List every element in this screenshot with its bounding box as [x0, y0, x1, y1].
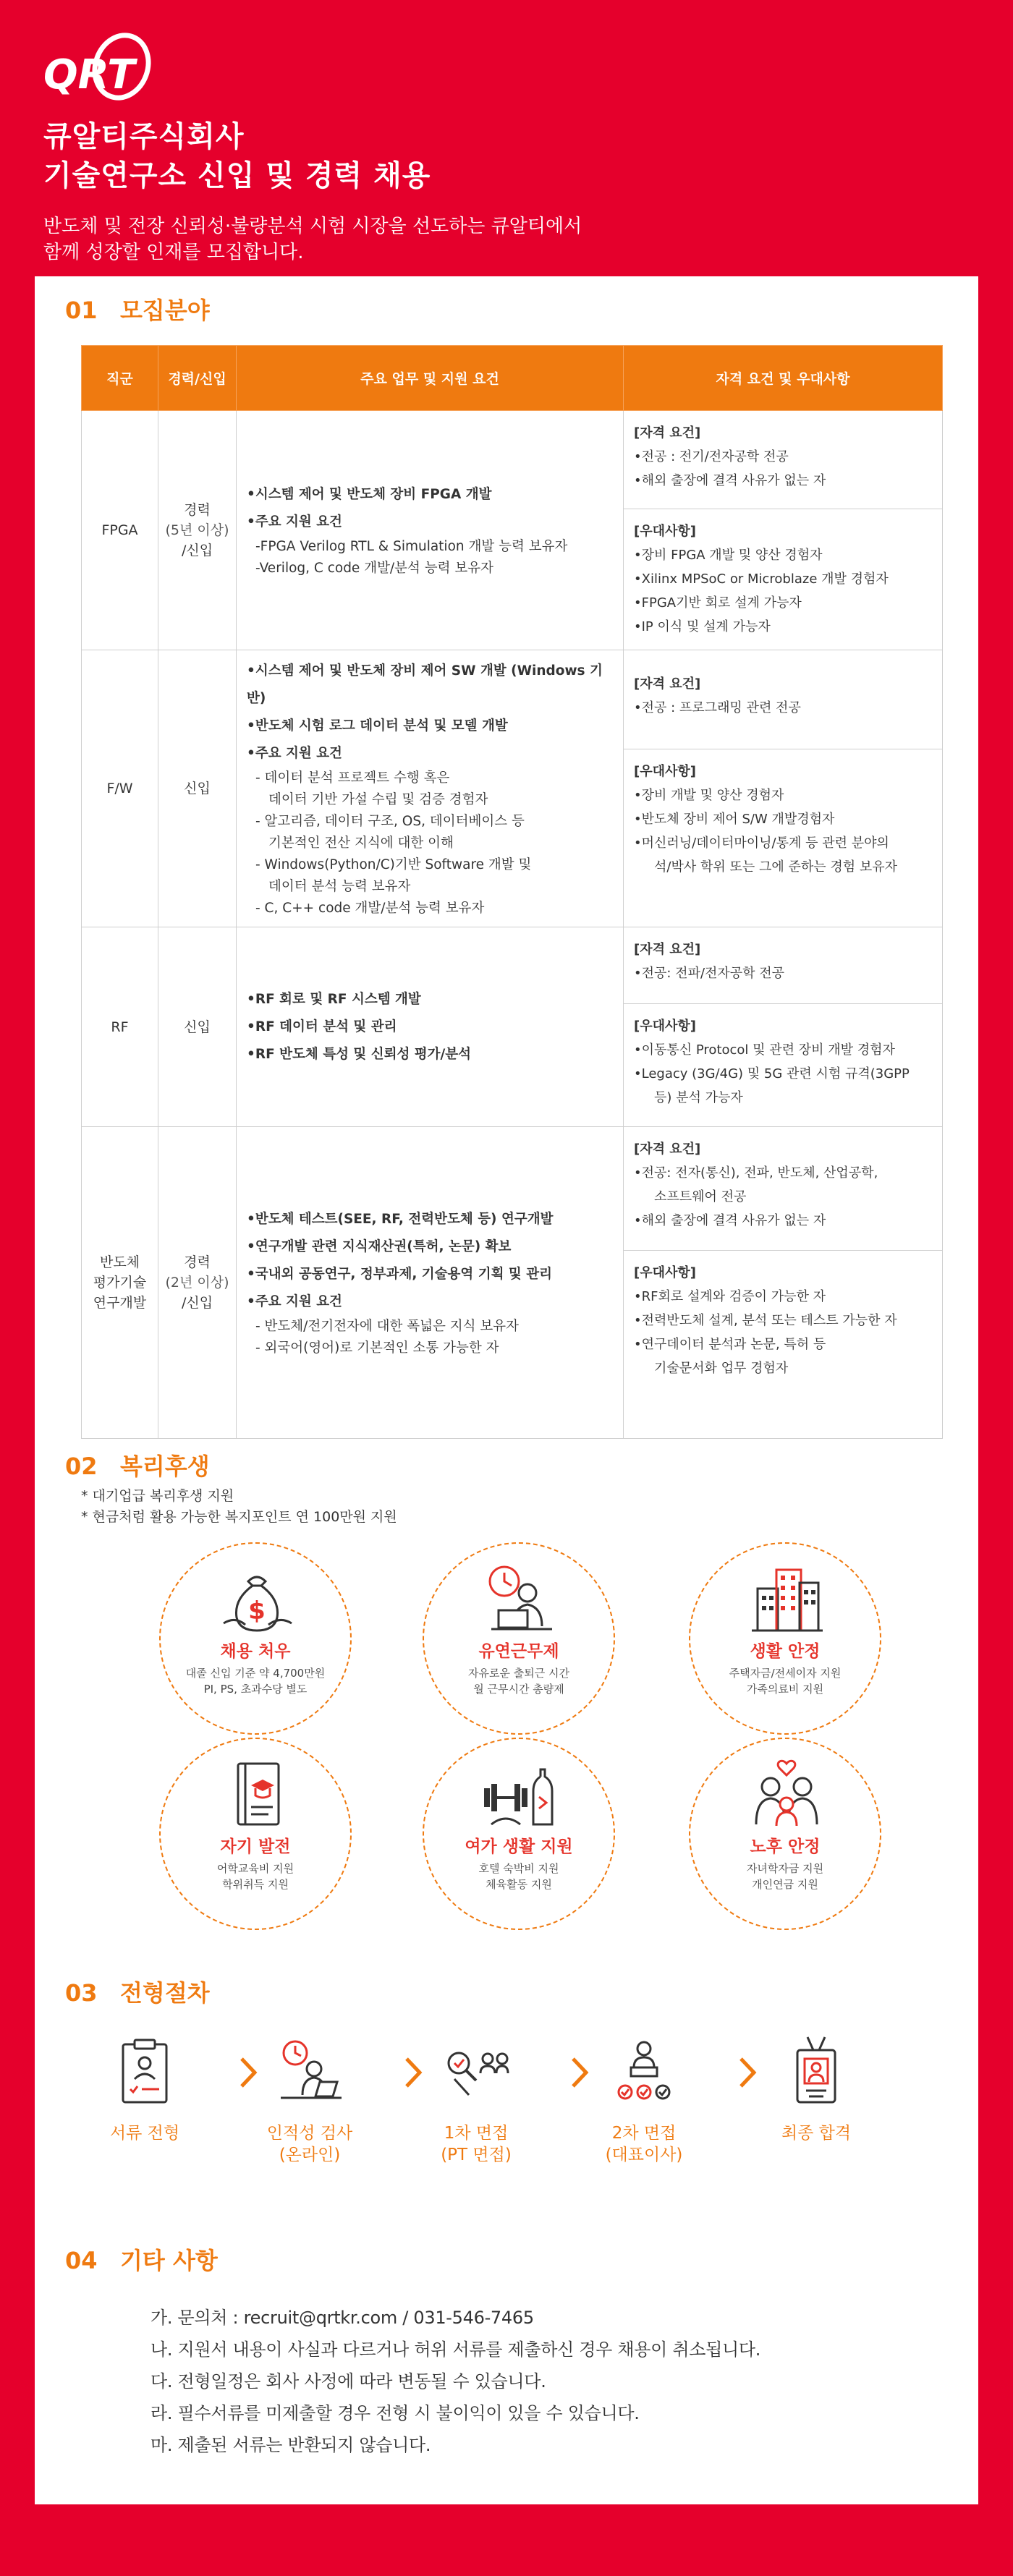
- requirements-block: [624, 662, 942, 749]
- career-line: 신입: [184, 781, 211, 796]
- duty-line: - 외국어(영어)로 기본적인 소통 가능한 자: [255, 1340, 499, 1356]
- process-step-label-line: 인적성 검사: [266, 2124, 353, 2143]
- process-step-label: [575, 2122, 713, 2166]
- career-line: 경력: [184, 1254, 211, 1270]
- career-cell: [158, 927, 237, 1127]
- benefit-desc-line: 대졸 신입 기준 약 4,700만원: [185, 1667, 326, 1680]
- duty-line: 기본적인 전산 지식에 대한 이해: [268, 836, 454, 851]
- benefit-desc-line: 주택자금/전세이자 지원: [729, 1667, 842, 1680]
- family-icon: [743, 1755, 830, 1831]
- book-icon: [213, 1755, 300, 1831]
- benefit-note: * 대기업급 복리후생 지원: [81, 1488, 234, 1504]
- benefit-item: [159, 1542, 352, 1735]
- title-line-1: 큐알티주식회사: [43, 120, 245, 153]
- benefit-desc: [161, 1861, 350, 1892]
- clipboard-icon: [109, 2034, 181, 2107]
- id-badge-icon: [780, 2034, 852, 2107]
- benefit-item: [159, 1738, 352, 1930]
- qualification-heading: [우대사항]: [634, 1265, 697, 1280]
- duty-line: - Windows(Python/C)기반 Software 개발 및: [255, 857, 532, 872]
- qualification-line: •전공 : 전기/전자공학 전공: [634, 449, 789, 464]
- requirements-block: [624, 1127, 942, 1250]
- process-step: [76, 2034, 213, 2144]
- qualification-line: •Legacy (3G/4G) 및 5G 관련 시험 규격(3GPP: [634, 1066, 910, 1081]
- benefit-item: [423, 1738, 615, 1930]
- qualifications-cell: [624, 411, 943, 650]
- misc-item: 마. 제출된 서류는 반환되지 않습니다.: [151, 2435, 431, 2455]
- page-title: [43, 117, 431, 195]
- header: [0, 0, 1013, 282]
- process-step: [407, 2034, 545, 2166]
- svg-text:$: $: [248, 1597, 266, 1625]
- misc-item: 나. 지원서 내용이 사실과 다르거나 허위 서류를 제출하신 경우 채용이 취소됩니다.: [151, 2339, 761, 2360]
- process-step-label-line: (온라인): [279, 2146, 341, 2164]
- misc-item: 라. 필수서류를 미제출할 경우 전형 시 불이익이 있을 수 있습니다.: [151, 2403, 640, 2423]
- benefit-desc-line: 자유로운 출퇴근 시간: [468, 1667, 569, 1680]
- job-cell: F/W: [82, 650, 158, 927]
- career-cell: [158, 1127, 237, 1439]
- duties-cell: [237, 411, 624, 650]
- qualification-line: 등) 분석 가능자: [654, 1090, 743, 1105]
- career-line: (2년 이상): [165, 1275, 229, 1291]
- benefit-title: 생활 안정: [750, 1642, 821, 1661]
- benefit-desc-line: PI, PS, 초과수당 별도: [203, 1683, 308, 1696]
- duty-line: •시스템 제어 및 반도체 장비 FPGA 개발: [247, 487, 492, 502]
- section-title: 모집분야: [120, 297, 210, 324]
- duty-line: 데이터 분석 능력 보유자: [268, 879, 411, 894]
- section-recruit-fields-heading: [65, 292, 210, 326]
- qualification-line: •전공 : 프로그래밍 관련 전공: [634, 700, 801, 715]
- subtitle-line-2: 함께 성장할 인재를 모집합니다.: [43, 242, 304, 263]
- preferences-block: [624, 1003, 942, 1126]
- qualification-line: •연구데이터 분석과 논문, 특허 등: [634, 1337, 826, 1352]
- qualifications-cell: [624, 1127, 943, 1439]
- process-step-label-line: (대표이사): [605, 2146, 683, 2164]
- benefit-desc-line: 체육활동 지원: [486, 1878, 552, 1891]
- benefit-desc-line: 월 근무시간 총량제: [473, 1683, 564, 1696]
- duty-line: •주요 지원 요건: [247, 1294, 342, 1309]
- jobs-table: [81, 345, 943, 1439]
- buildings-icon: [743, 1560, 830, 1636]
- content-panel: [35, 276, 978, 2504]
- section-process-heading: [65, 1975, 210, 2008]
- col-header-duties: 주요 업무 및 지원 요건: [237, 346, 624, 411]
- benefit-item: [689, 1738, 881, 1930]
- benefit-item: [689, 1542, 881, 1735]
- process-step-label-line: (PT 면접): [441, 2146, 512, 2164]
- qualification-heading: [우대사항]: [634, 1019, 697, 1034]
- qualification-heading: [우대사항]: [634, 524, 697, 539]
- qualification-line: •해외 출장에 결격 사유가 없는 자: [634, 1213, 826, 1228]
- qualification-line: •해외 출장에 결격 사유가 없는 자: [634, 473, 826, 488]
- benefit-title: 유연근무제: [478, 1642, 559, 1661]
- qualification-line: •RF회로 설계와 검증이 가능한 자: [634, 1289, 826, 1304]
- section-misc-heading: [65, 2243, 218, 2276]
- duty-line: 데이터 기반 가설 수립 및 검증 경험자: [268, 792, 488, 807]
- misc-item: 다. 전형일정은 회사 사정에 따라 변동될 수 있습니다.: [151, 2371, 546, 2392]
- benefit-desc-line: 학위취득 지원: [222, 1878, 289, 1891]
- duty-line: •주요 지원 요건: [247, 746, 342, 761]
- qualification-heading: [자격 요건]: [634, 425, 701, 441]
- col-header-job: 직군: [82, 346, 158, 411]
- interview-icon: [440, 2034, 512, 2107]
- process-step-label-line: 1차 면접: [444, 2124, 509, 2143]
- process-step: [241, 2034, 378, 2166]
- table-row: [82, 650, 943, 927]
- benefit-title: 자기 발전: [220, 1837, 291, 1856]
- requirements-block: [624, 411, 942, 509]
- benefit-item: [423, 1542, 615, 1735]
- qualifications-cell: [624, 650, 943, 927]
- qualification-line: •장비 FPGA 개발 및 양산 경험자: [634, 548, 823, 563]
- process-step-label: [76, 2122, 213, 2144]
- process-step-label: [241, 2122, 378, 2166]
- qualification-heading: [자격 요건]: [634, 676, 701, 692]
- evaluation-icon: [608, 2034, 680, 2107]
- preferences-block: [624, 749, 942, 915]
- section-number: 03: [65, 1979, 98, 2007]
- duty-line: •국내외 공동연구, 정부과제, 기술용역 기획 및 관리: [247, 1267, 552, 1282]
- qualification-line: •전력반도체 설계, 분석 또는 테스트 가능한 자: [634, 1313, 897, 1328]
- process-step-label: [407, 2122, 545, 2166]
- duties-cell: [237, 927, 624, 1127]
- col-header-career: 경력/신입: [158, 346, 237, 411]
- duty-line: - C, C++ code 개발/분석 능력 보유자: [255, 901, 485, 916]
- online-test-icon: [274, 2034, 346, 2107]
- qualification-line: •장비 개발 및 양산 경험자: [634, 788, 784, 803]
- qualification-line: •Xilinx MPSoC or Microblaze 개발 경험자: [634, 571, 889, 587]
- process-step: [575, 2034, 713, 2166]
- qualification-line: •머신러닝/데이터마이닝/통계 등 관련 분야의: [634, 836, 889, 851]
- qualification-line: 기술문서화 업무 경험자: [654, 1361, 789, 1376]
- qrt-logo: [42, 29, 165, 109]
- qualification-heading: [자격 요건]: [634, 1142, 701, 1157]
- section-number: 01: [65, 297, 98, 324]
- benefit-desc: [690, 1861, 880, 1892]
- preferences-block: [624, 509, 942, 650]
- process-step-label: [747, 2122, 885, 2144]
- table-header-row: [82, 346, 943, 411]
- benefit-desc-line: 가족의료비 지원: [746, 1683, 824, 1696]
- process-step-label-line: 2차 면접: [611, 2124, 677, 2143]
- duty-line: •RF 회로 및 RF 시스템 개발: [247, 991, 421, 1007]
- duty-line: -Verilog, C code 개발/분석 능력 보유자: [255, 561, 494, 576]
- benefit-notes: [81, 1486, 397, 1528]
- duty-line: - 알고리즘, 데이터 구조, OS, 데이터베이스 등: [255, 814, 525, 829]
- benefit-desc-line: 호텔 숙박비 지원: [478, 1862, 559, 1875]
- qualification-line: •IP 이식 및 설계 가능자: [634, 619, 771, 634]
- benefit-note: * 현금처럼 활용 가능한 복지포인트 연 100만원 지원: [81, 1509, 397, 1525]
- duty-line: •연구개발 관련 지식재산권(특허, 논문) 확보: [247, 1239, 512, 1254]
- section-title: 전형절차: [120, 1979, 210, 2007]
- title-line-2: 기술연구소 신입 및 경력 채용: [43, 159, 431, 192]
- job-cell: FPGA: [82, 411, 158, 650]
- job-cell: RF: [82, 927, 158, 1127]
- career-line: 신입: [184, 1019, 211, 1035]
- benefit-title: 노후 안정: [750, 1837, 821, 1856]
- career-line: (5년 이상): [165, 522, 229, 538]
- duties-cell: [237, 1127, 624, 1439]
- qualification-line: 석/박사 학위 또는 그에 준하는 경험 보유자: [654, 859, 897, 875]
- benefit-title: 채용 처우: [220, 1642, 291, 1661]
- qualification-line: •이동통신 Protocol 및 관련 장비 개발 경험자: [634, 1042, 895, 1058]
- benefit-title: 여가 생활 지원: [465, 1837, 573, 1856]
- benefit-desc-line: 자녀학자금 지원: [746, 1862, 824, 1875]
- section-number: 02: [65, 1453, 98, 1480]
- section-title: 복리후생: [120, 1453, 210, 1480]
- preferences-block: [624, 1250, 942, 1438]
- job-cell: 반도체 평가기술 연구개발: [82, 1127, 158, 1439]
- flexible-work-icon: [477, 1560, 564, 1636]
- duty-line: -FPGA Verilog RTL & Simulation 개발 능력 보유자: [255, 539, 568, 554]
- benefit-desc: [424, 1665, 614, 1697]
- career-cell: [158, 650, 237, 927]
- section-number: 04: [65, 2247, 98, 2274]
- section-title: 기타 사항: [120, 2247, 218, 2274]
- process-step-label-line: 서류 전형: [109, 2124, 180, 2143]
- jobs-table-body: [82, 411, 943, 1439]
- duty-line: - 데이터 분석 프로젝트 수행 혹은: [255, 770, 450, 786]
- process-step-label-line: 최종 합격: [781, 2124, 852, 2143]
- benefit-desc-line: 어학교육비 지원: [216, 1862, 294, 1875]
- duty-line: •반도체 테스트(SEE, RF, 전력반도체 등) 연구개발: [247, 1212, 554, 1227]
- page-subtitle: [43, 213, 582, 265]
- duty-line: •주요 지원 요건: [247, 514, 342, 530]
- qualification-line: •FPGA기반 회로 설계 가능자: [634, 595, 802, 611]
- misc-list: [151, 2302, 760, 2461]
- qualifications-cell: [624, 927, 943, 1127]
- qualification-line: •전공: 전파/전자공학 전공: [634, 966, 785, 981]
- career-cell: [158, 411, 237, 650]
- benefit-desc: [690, 1665, 880, 1697]
- duties-cell: [237, 650, 624, 927]
- requirements-block: [624, 927, 942, 1003]
- career-line: /신입: [181, 1295, 213, 1311]
- benefit-desc-line: 개인연금 지원: [752, 1878, 818, 1891]
- duty-line: •시스템 제어 및 반도체 장비 제어 SW 개발 (Windows 기반): [247, 663, 603, 706]
- table-row: [82, 927, 943, 1127]
- section-benefits-heading: [65, 1448, 210, 1482]
- career-line: 경력: [184, 502, 211, 518]
- money-bag-icon: [213, 1560, 300, 1636]
- qualification-line: 소프트웨어 전공: [654, 1189, 747, 1204]
- duty-line: •RF 반도체 특성 및 신뢰성 평가/분석: [247, 1046, 471, 1062]
- qualification-heading: [우대사항]: [634, 764, 697, 779]
- benefit-desc: [424, 1861, 614, 1892]
- qualification-heading: [자격 요건]: [634, 942, 701, 957]
- col-header-qualifications: 자격 요건 및 우대사항: [624, 346, 943, 411]
- leisure-icon: [477, 1755, 564, 1831]
- table-row: [82, 1127, 943, 1439]
- duty-line: - 반도체/전기전자에 대한 폭넓은 지식 보유자: [255, 1319, 519, 1334]
- benefit-desc: [161, 1665, 350, 1697]
- qualification-line: •반도체 장비 제어 S/W 개발경험자: [634, 812, 835, 827]
- svg-text:QRT: QRT: [43, 51, 135, 98]
- duty-line: •RF 데이터 분석 및 관리: [247, 1019, 397, 1034]
- qualification-line: •전공: 전자(통신), 전파, 반도체, 산업공학,: [634, 1165, 878, 1181]
- misc-item: 가. 문의처 : recruit@qrtkr.com / 031-546-7465: [151, 2308, 534, 2328]
- subtitle-line-1: 반도체 및 전장 신뢰성·불량분석 시험 시장을 선도하는 큐알티에서: [43, 216, 582, 237]
- table-row: [82, 411, 943, 650]
- career-line: /신입: [181, 543, 213, 558]
- duty-line: •반도체 시험 로그 데이터 분석 및 모델 개발: [247, 718, 508, 734]
- process-step: [747, 2034, 885, 2144]
